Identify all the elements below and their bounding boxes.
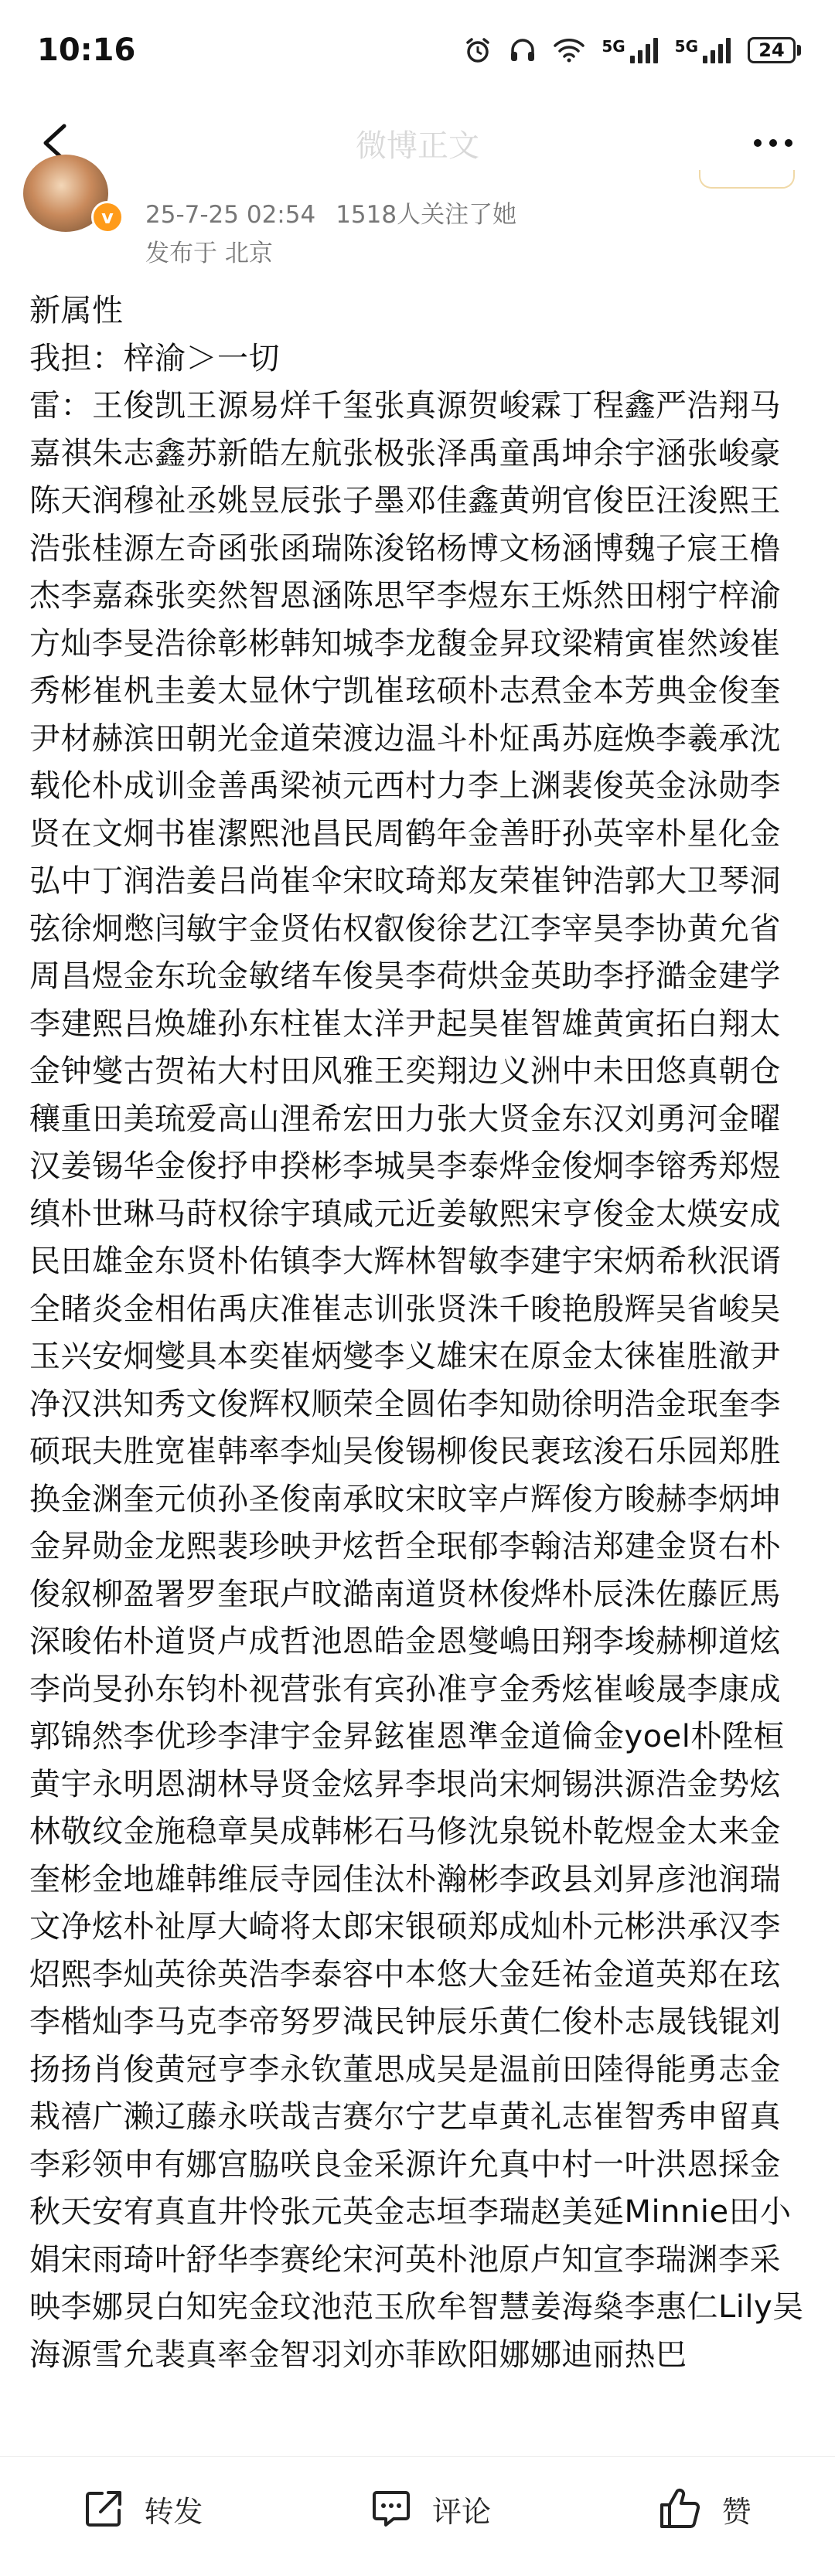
post-timestamp: 25-7-25 02:54: [145, 201, 316, 229]
vip-badge-label: v: [101, 206, 114, 228]
repost-label: 转发: [144, 2494, 203, 2529]
wifi-icon: [554, 37, 584, 63]
comment-label: 评论: [431, 2494, 491, 2529]
status-bar: [0, 0, 835, 100]
alarm-icon: [464, 36, 492, 64]
status-time: 10:16: [37, 32, 136, 68]
thumbs-up-icon: [659, 2488, 702, 2530]
battery-icon: [748, 37, 801, 63]
post-line: 新属性: [29, 293, 124, 328]
more-dots-icon[interactable]: [742, 120, 804, 166]
network-label-1: 5G: [602, 37, 625, 56]
headphones-icon: [509, 36, 537, 64]
comment-icon: [370, 2489, 412, 2529]
follow-button[interactable]: [699, 170, 795, 189]
post-line: 雷：王俊凯王源易烊千玺张真源贺峻霖丁程鑫严浩翔马嘉祺朱志鑫苏新皓左航张极张泽禹童禹坤余宇涵张峻豪陈天润穆祉丞姚昱辰张子墨邓佳鑫黄朔官俊臣汪浚熙王浩张桂源左奇函张函瑞陈浚铭杨博文杨涵博魏子宸王橹杰李嘉森张奕然智恩涵陈思罕李煜东王烁然田栩宁梓渝方灿李旻浩徐彰彬韩知城李龙馥金昇玟梁精寅崔然竣崔秀彬崔杋圭姜太显休宁凯崔玹硕朴志焄金本芳典金俊奎尹材赫滨田朝光金道荣渡边温斗朴炡禹苏庭焕李羲承沈载伦朴成训金善禹梁祯元西村力李上渊裴俊英金泳勋李贤在文炯书崔潔熙池昌民周鹤年金善盱孙英宰朴星化金弘中丁润浩姜吕尚崔伞宋旼琦郑友荣崔钟浩郭大卫琴洞弦徐炯憋闫敏宇金贤佑权叡俊徐艺江李宰昊李协黄允省周昌煜金东玧金敏绪车俊昊李荷烘金英助李抒澔金建学李建熙吕焕雄孙东柱崔太洋尹起昊崔智雄黄寅拓白翔太金钟燮古贺祐大村田风雅王奕翔边义洲中未田悠真朝仓穰重田美琉爱高山浬希宏田力张大贤金东汉刘勇河金曜汉姜锡华金俊抒申揆彬李城昊李泰烨金俊炯李镕秀郑煜缜朴世琳马莳权徐宇瑱咸元近姜敏熙宋亨俊金太煐安成民田雄金东贤朴佑镇李大辉林智敏李建宇宋炳希秋泯谞全睹炎金相佑禹庆准崔志训张贤洙千晙艳殷辉吴省峻吴玉兴安炯燮具本奕崔炳燮李义雄宋在原金太徕崔胜澈尹净汉洪知秀文俊辉权顺荣全圆佑李知勋徐明浩金珉奎李硕珉夫胜宽崔韩率李灿吴俊锡柳俊民裵玹浚石乐园郑胜换金渊奎元侦孙圣俊南承旼宋旼宰卢辉俊方晙赫李炳坤金昇勋金龙熙裴珍映尹炫哲全珉郁李翰洁郑建金贤右朴俊叙柳盈署罗奎珉卢旼澔南道贤林俊烨朴辰洙佐藤匠馬深晙佑朴道贤卢成哲池恩皓金恩燮嶋田翔李埈赫柳道炫李尚旻孙东钧朴视营张有宾孙准亨金秀炫崔峻晟李康成郭锦然李优珍李津宇金昇鉉崔恩準金道倫金yoel朴陞桓黄宇永明恩湖林导贤金炫昇李垠尚宋炯锡洪源浩金势炫林敬纹金施稳章昊成韩彬石马修沈泉锐朴乾煜金太来金奎彬金地雄韩维辰寺园佳汰朴瀚彬李政县刘昇彦池润瑞文净炫朴祉厚大崎将太郎宋银硕郑成灿朴元彬洪承汉李炤熙李灿英徐英浩李泰容中本悠大金廷祐金道英郑在玹李楷灿李马克李帝努罗渽民钟辰乐黄仁俊朴志晟钱锟刘扬扬肖俊黄冠亨李永钦董思成吴是温前田陸得能勇志金栽禧广濑辽藤永咲哉吉赛尔宁艺卓黄礼志崔智秀申留真李彩领申有娜宫脇咲良金采源许允真中村一叶洪恩採金秋天安宥真直井怜张元英金志垣李瑞赵美延Minnie田小娟宋雨琦叶舒华李赛纶宋河英朴池原卢知宣李瑞渊李采映李娜炅白知宪金玟池范玉欣牟智慧姜海燊李惠仁Lily吴海源雪允裴真率金智羽刘亦菲欧阳娜娜迪丽热巴: [29, 388, 804, 2373]
repost-icon: [84, 2489, 124, 2529]
post-line: 我担：梓渝＞一切: [29, 340, 280, 376]
follower-count: 1518人关注了她: [336, 201, 517, 229]
network-label-2: 5G: [674, 37, 698, 56]
page-title: 微博正文: [356, 128, 479, 164]
like-label: 赞: [721, 2494, 752, 2529]
author-row: [0, 185, 835, 278]
action-bar: [0, 2456, 835, 2576]
status-icons: [464, 36, 801, 64]
comment-button[interactable]: [370, 2488, 491, 2530]
signal-icon: [602, 37, 657, 63]
post-location: 发布于 北京: [145, 240, 273, 267]
repost-button[interactable]: [84, 2488, 203, 2530]
vip-badge-icon: [91, 201, 124, 233]
like-button[interactable]: [659, 2488, 752, 2530]
battery-level: 24: [758, 39, 785, 61]
post-body: [29, 288, 807, 2379]
signal-icon: [675, 37, 731, 63]
post-meta: [145, 195, 516, 230]
